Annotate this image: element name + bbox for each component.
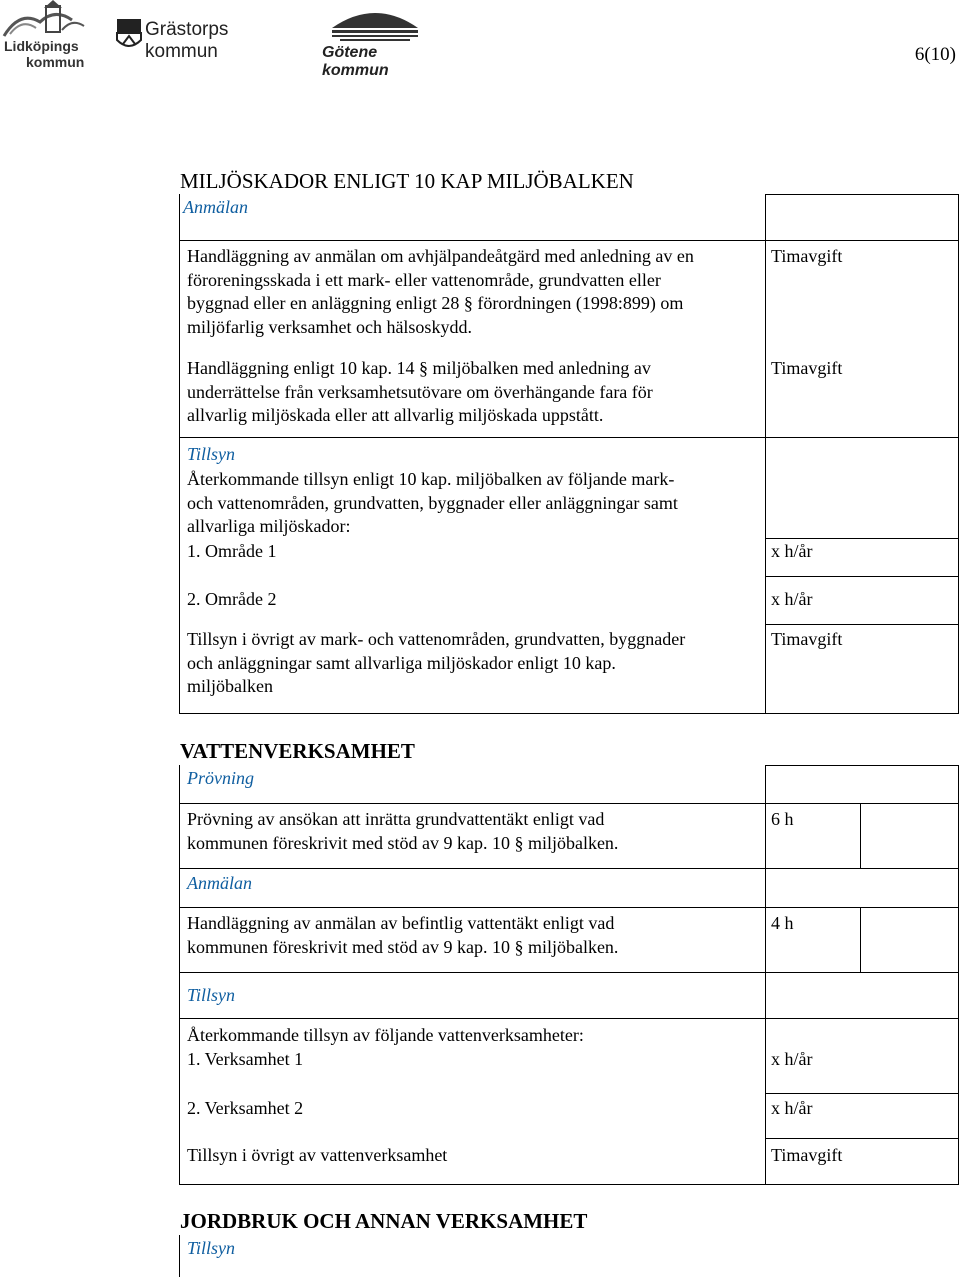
fee-tillsyn-ovrigt-vatten: Timavgift [771,1145,843,1165]
subheading-tillsyn: Tillsyn [187,444,236,464]
row-avhjalpande: Handläggning av anmälan om avhjälpandeåtgärd med anledning av en föroreningsskada i ett mark- eller vattenområde, grundvatten eller byggnad eller en anläggning enligt 28 § förordningen (1998:899) om miljöfarlig verksamhet och hälsoskydd. [187,246,694,337]
fee-befintlig-vattentakt: 4 h [771,913,794,933]
section-title-jordbruk: JORDBRUK OCH ANNAN VERKSAMHET [180,1209,588,1233]
fee-overhangande-fara: Timavgift [771,358,843,378]
area-2: 2. Område 2 [187,589,277,609]
fee-operation-2: x h/år [771,1098,813,1118]
row-overhangande-fara: Handläggning enligt 10 kap. 14 § miljöbalken med anledning av underrättelse från verksamhetsutövare om överhängande fara för allvarlig miljöskada eller att allvarlig miljöskada uppstått. [187,358,653,425]
row-tillsyn-ovrigt-vatten: Tillsyn i övrigt av vattenverksamhet [187,1145,448,1165]
row-befintlig-vattentakt: Handläggning av anmälan av befintlig vattentäkt enligt vad kommunen föreskrivit med stöd av 9 kap. 10 § miljöbalken. [187,913,619,957]
subheading-provning: Prövning [187,768,254,788]
area-1: 1. Område 1 [187,541,277,561]
gotene-emblem-icon [330,4,420,44]
lidkoping-name [4,38,84,70]
row-aterkommande-tillsyn: Återkommande tillsyn enligt 10 kap. miljöbalken av följande mark- och vattenområden, grundvatten, byggnader eller anläggningar samt allvarliga miljöskador: [187,469,678,536]
lidkoping-emblem-icon [0,0,90,40]
operation-1: 1. Verksamhet 1 [187,1049,304,1069]
section-title-miljoskador: MILJÖSKADOR ENLIGT 10 KAP MILJÖBALKEN [180,169,634,193]
fee-area-1: x h/år [771,541,813,561]
fee-area-2: x h/år [771,589,813,609]
grastorp-name: Grästorps kommun [145,19,229,62]
fee-avhjalpande: Timavgift [771,246,843,266]
page-number: 6(10) [914,44,956,65]
row-aterkommande-vatten: Återkommande tillsyn av följande vattenverksamheter: [187,1025,584,1045]
lidkoping-line2: kommun [26,54,85,70]
subheading-tillsyn-vatten: Tillsyn [187,985,236,1005]
subheading-anmalan: Anmälan [183,197,248,217]
gotene-name: Götene kommun [322,44,389,79]
subheading-tillsyn-jordbruk: Tillsyn [187,1238,236,1258]
lidkoping-logo [0,0,90,70]
grastorp-logo [116,16,306,62]
lidkoping-line1: Lidköpings [4,38,79,54]
section-title-vattenverksamhet: VATTENVERKSAMHET [180,739,415,763]
row-provning-grundvattentakt: Prövning av ansökan att inrätta grundvattentäkt enligt vad kommunen föreskrivit med stöd av 9 kap. 10 § miljöbalken. [187,809,619,853]
operation-2: 2. Verksamhet 2 [187,1098,304,1118]
fee-operation-1: x h/år [771,1049,813,1069]
fee-tillsyn-ovrigt: Timavgift [771,629,843,649]
grastorp-shield-icon [116,18,142,50]
fee-provning-grundvattentakt: 6 h [771,809,794,829]
subheading-anmalan-vatten: Anmälan [187,873,252,893]
row-tillsyn-ovrigt: Tillsyn i övrigt av mark- och vattenområden, grundvatten, byggnader och anläggningar samt allvarliga miljöskador enligt 10 kap. miljöbalken [187,629,686,696]
gotene-logo [318,4,433,79]
